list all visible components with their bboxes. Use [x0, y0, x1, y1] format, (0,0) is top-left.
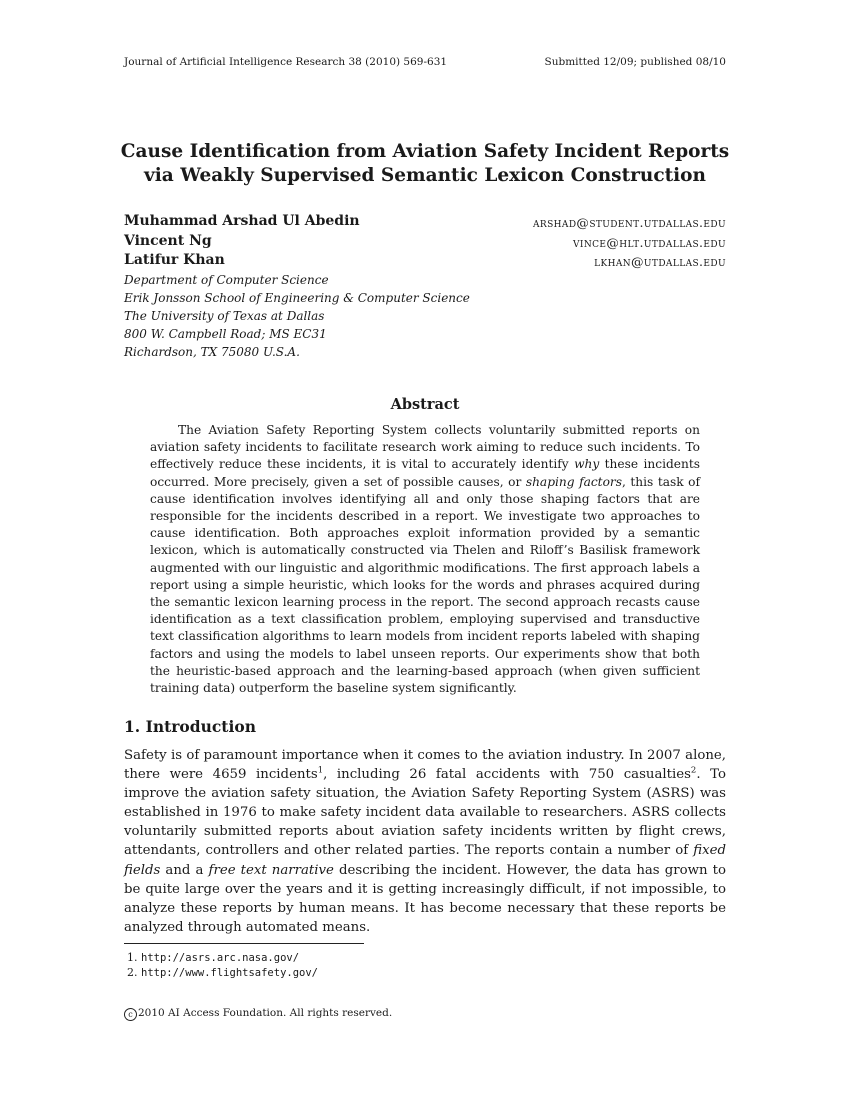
copyright-icon: c	[124, 1008, 137, 1021]
intro-text: . To improve the aviation safety situation, the Aviation Safety Reporting System (ASRS) was established in 1976 to make safety incident data available to researchers. ASRS collects voluntarily submitted reports about aviation safety incidents written by flight crews, attendants, controllers and other related parties. The reports contain a number of	[124, 767, 726, 859]
footnote-link[interactable]: http://www.flightsafety.gov/	[141, 967, 319, 979]
author-email[interactable]: vince@hlt.utdallas.edu	[572, 235, 726, 250]
footnote-item	[127, 966, 318, 979]
introduction-body	[124, 746, 726, 937]
footnote-link[interactable]: http://asrs.arc.nasa.gov/	[141, 952, 300, 964]
abstract-text: The Aviation Safety Reporting System collects voluntarily submitted reports on aviation safety incidents to facilitate research work aiming to reduce such incidents. To effectively reduce these incidents, it is vital to accurately identify	[150, 423, 700, 472]
intro-text: and a	[160, 862, 209, 878]
copyright-notice	[124, 1007, 392, 1021]
copyright-text: 2010 AI Access Foundation. All rights reserved.	[138, 1007, 393, 1019]
paper-title-line-1: Cause Identification from Aviation Safety Incident Reports	[120, 141, 730, 162]
footnote-marker[interactable]: 1	[317, 765, 324, 776]
abstract-text: these incidents occurred. More precisely, given a set of possible causes, or	[150, 457, 700, 489]
footnote-marker[interactable]: 2	[690, 765, 697, 776]
abstract-emphasis: why	[574, 457, 600, 472]
abstract-body	[150, 422, 700, 697]
intro-text: Safety is of paramount importance when it comes to the aviation industry. In 2007 alone, there were 4659 incidents	[124, 748, 726, 783]
submission-dates: Submitted 12/09; published 08/10	[544, 56, 726, 68]
abstract-text: , this task of cause identification involves identifying all and only those shaping factors that are responsible for the incidents described in a report. We investigate two approaches to cause identification. Both approaches exploit information provided by a semantic lexicon, which is automatically constructed via Thelen and Riloff’s Basilisk framework augmented with our linguistic and algorithmic modifications. The first approach labels a report using a simple heuristic, which looks for the words and phrases acquired during the semantic lexicon learning process in the report. The second approach recasts cause identification as a text classification problem, employing supervised and transductive text classification algorithms to learn models from incident reports labeled with shaping factors and using the models to label unseen reports. Our experiments show that both the heuristic-based approach and the learning-based approach (when given sufficient training data) outperform the baseline system significantly.	[150, 474, 700, 696]
intro-text: , including 26 fatal accidents with 750 casualties	[323, 767, 691, 783]
abstract-heading: Abstract	[390, 396, 460, 413]
affiliation-line: Richardson, TX 75080 U.S.A.	[124, 345, 300, 359]
paper-title-line-2: via Weakly Supervised Semantic Lexicon Construction	[144, 165, 706, 186]
affiliation-line: The University of Texas at Dallas	[124, 309, 325, 323]
affiliation-line: Department of Computer Science	[124, 273, 329, 287]
author-name: Muhammad Arshad Ul Abedin	[124, 213, 360, 229]
author-email[interactable]: arshad@student.utdallas.edu	[533, 215, 726, 230]
footnote-item	[127, 951, 299, 964]
footnote-number: 2.	[127, 966, 138, 979]
intro-emphasis: fixed fields	[124, 843, 726, 878]
intro-text: describing the incident. However, the data has grown to be quite large over the years and it is getting increasingly difficult, if not impossible, to analyze these reports by human means. It has become necessary that these reports be analyzed through automated means.	[124, 862, 726, 935]
intro-emphasis: free text narrative	[208, 862, 334, 878]
footnote-divider	[124, 943, 364, 944]
affiliation-line: Erik Jonsson School of Engineering & Computer Science	[124, 291, 470, 305]
author-name: Latifur Khan	[124, 252, 225, 268]
footnote-number: 1.	[127, 951, 138, 964]
affiliation-line: 800 W. Campbell Road; MS EC31	[124, 327, 327, 341]
author-name: Vincent Ng	[124, 233, 212, 249]
author-email[interactable]: lkhan@utdallas.edu	[594, 254, 726, 269]
abstract-emphasis: shaping factors	[525, 474, 622, 489]
section-heading-introduction: 1. Introduction	[124, 717, 256, 736]
journal-header: Journal of Artificial Intelligence Research 38 (2010) 569-631	[124, 56, 448, 68]
